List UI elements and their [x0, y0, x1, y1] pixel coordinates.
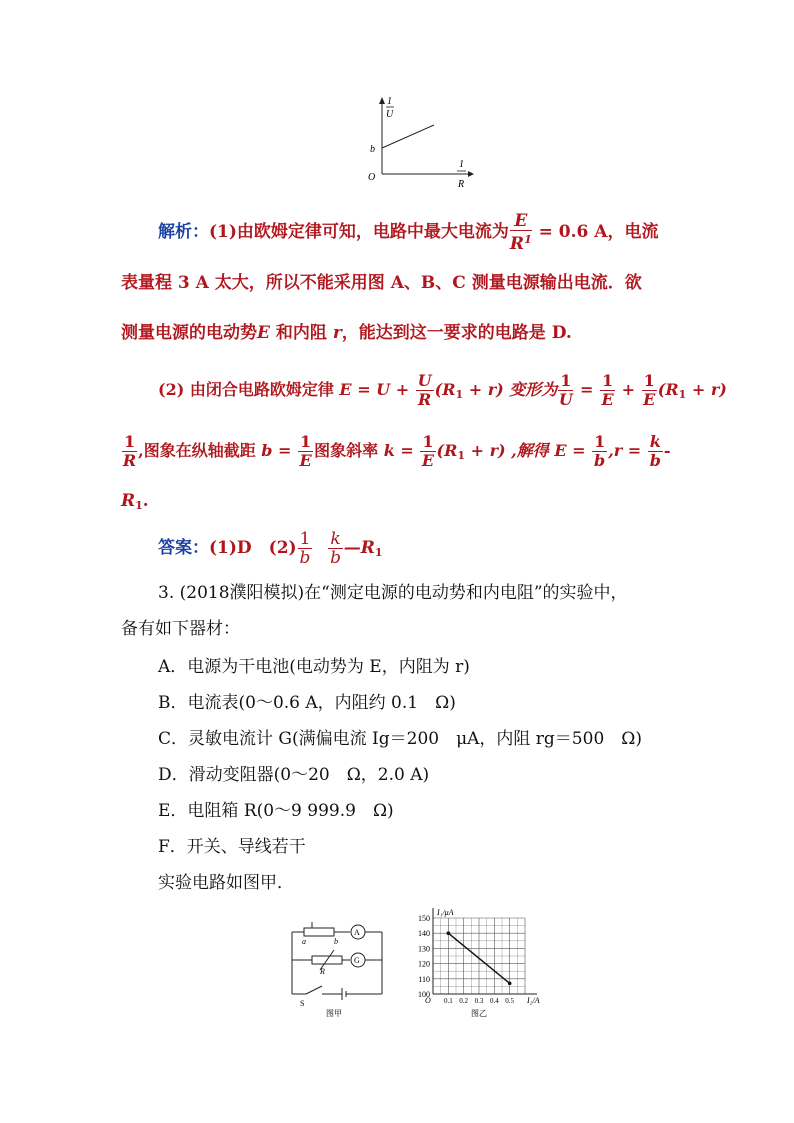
analysis-line-1: 解析：(1)由欧姆定律可知，电路中最大电流为 $\frac{E}{R^1}$ = 0.6 A，电流 [158, 211, 659, 254]
option-e: E．电阻箱 R(0～9 999.9 Ω) [158, 801, 394, 821]
option-a: A．电源为干电池(电动势为 E，内阻为 r) [158, 657, 470, 677]
question-line-1: 3. (2018濮阳模拟)在“测定电源的电动势和内电阻”的实验中， [158, 583, 628, 603]
y-axis-label: I₁/μA [437, 908, 454, 917]
data-point [447, 931, 451, 935]
analysis-line-6: $R_1$. [121, 491, 149, 512]
x-tick-label: 0.4 [489, 997, 499, 1005]
x-tick-label: 0.3 [474, 997, 484, 1005]
analysis-line-5: $\frac{1}{R}$ ,图象在纵轴截距 b = $\frac{1}{E}$ 图象斜率 k = $\frac{1}{E}$ $(R_1 + r)$ ,解得 E = $\frac{1}{b}$ ,r = $\frac{k}{b}$ - [122, 432, 671, 470]
graph-caption: 图乙 [471, 1009, 487, 1018]
x-axis-den: R [458, 179, 465, 190]
current-graph [405, 906, 555, 1020]
label-b: b [334, 937, 338, 946]
ammeter-label: A [354, 928, 360, 937]
data-point [508, 982, 512, 986]
question-line-2: 备有如下器材： [121, 619, 240, 639]
y-axis-den: U [386, 109, 394, 120]
analysis-line-4: (2) 由闭合电路欧姆定律 E = U + $\frac{U}{R}$ $(R_1 + r)$ 变形为 $\frac{1}{U}$ = $\frac{1}{E}$ + $\frac{1}{E}$ $(R_1 + r)$ [158, 371, 727, 409]
x-tick-label: 0.2 [459, 997, 469, 1005]
y-tick-label: 100 [418, 990, 430, 999]
origin-label: O [368, 172, 376, 183]
question-line-last: 实验电路如图甲． [158, 873, 294, 893]
inverse-graph [360, 92, 480, 192]
origin-label: O [425, 996, 431, 1005]
circuit-diagram [282, 912, 400, 1020]
x-axis-label: I₂/A [527, 996, 540, 1005]
switch-label: S [300, 999, 305, 1008]
galvo-label: G [354, 956, 360, 965]
y-tick-label: 110 [418, 974, 430, 984]
y-tick-label: 120 [418, 959, 430, 969]
x-tick-label: 0.1 [443, 997, 453, 1005]
y-tick-label: 140 [418, 929, 430, 939]
option-b: B．电流表(0～0.6 A，内阻约 0.1 Ω) [158, 693, 456, 713]
y-tick-label: 130 [418, 944, 430, 954]
option-f: F．开关、导线若干 [158, 837, 306, 857]
label-a: a [302, 937, 306, 946]
y-tick-label: 150 [418, 914, 430, 923]
circuit-caption: 图甲 [326, 1009, 342, 1018]
option-c: C．灵敏电流计 G(满偏电流 Ig＝200 μA，内阻 rg＝500 Ω) [158, 729, 642, 749]
intercept-label: b [370, 144, 375, 155]
y-axis-num: 1 [387, 96, 392, 107]
analysis-line-3: 测量电源的电动势E 和内阻 r，能达到这一要求的电路是 D. [121, 323, 572, 343]
option-d: D．滑动变阻器(0～20 Ω，2.0 A) [158, 765, 430, 785]
answer-line: 答案：(1)D (2) $\frac{1}{b}$ $\frac{k}{b}$ $—R_1$ [158, 529, 383, 568]
x-axis-num: 1 [459, 159, 464, 170]
analysis-line-2: 表量程 3 A 太大，所以不能采用图 A、B、C 测量电源输出电流．欲 [121, 273, 642, 293]
x-tick-label: 0.5 [505, 997, 515, 1005]
resistor-label: R [320, 967, 325, 976]
